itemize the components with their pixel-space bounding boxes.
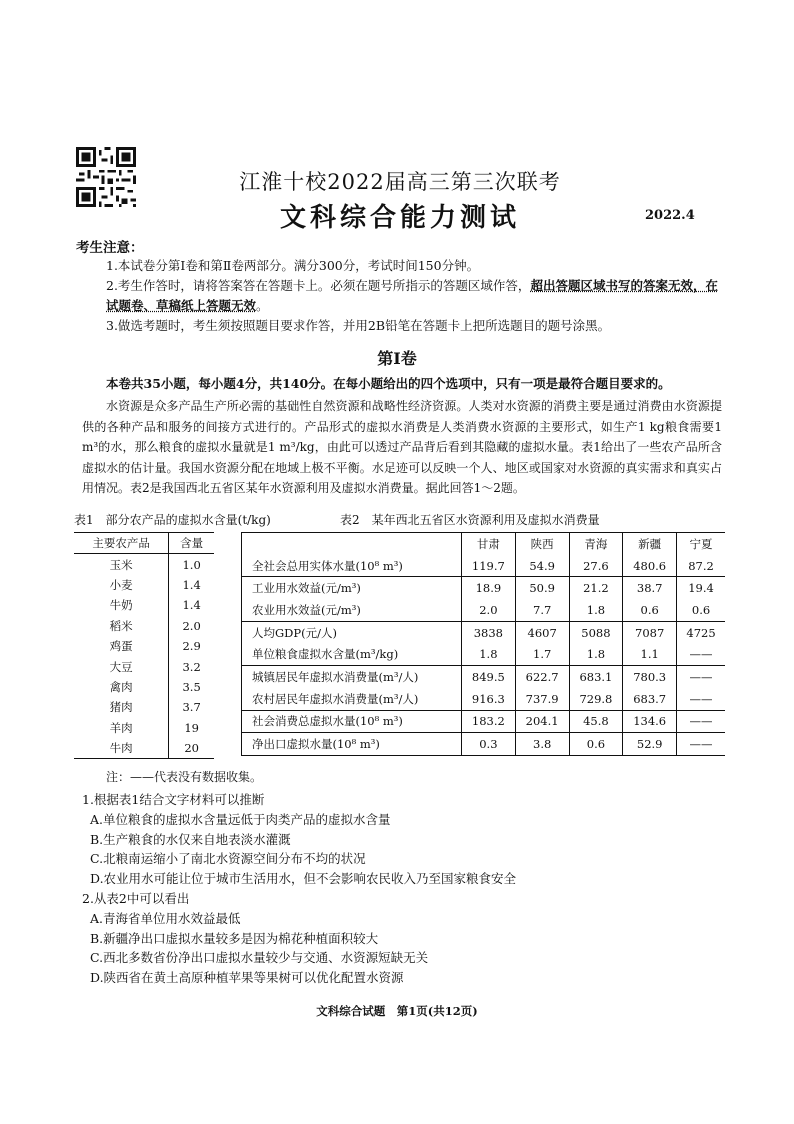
table-row — [74, 595, 214, 615]
table2-cell: 0.3 — [462, 733, 516, 756]
notice-heading: 考生注意： — [76, 240, 144, 256]
table1-cell: 玉米 — [74, 554, 169, 575]
table2-cell: 50.9 — [515, 577, 569, 599]
question-2 — [82, 889, 722, 988]
table2-cell: 4725 — [677, 621, 725, 643]
table2-cell: 3838 — [462, 621, 516, 643]
table1-cell: 1.4 — [182, 598, 201, 613]
table2-cell: 38.7 — [623, 577, 677, 599]
table-row — [74, 575, 214, 595]
table2-cell: 683.7 — [623, 688, 677, 710]
table1-cell: 鸡蛋 — [74, 636, 169, 656]
table2-cell: 480.6 — [623, 555, 677, 577]
table2-cell: 204.1 — [515, 710, 569, 733]
table2-row-label: 工业用水效益(元/m³) — [242, 577, 462, 599]
table2-cell: 729.8 — [569, 688, 623, 710]
table1-header-product: 主要农产品 — [74, 533, 169, 554]
table1-cell: 2.9 — [182, 639, 201, 654]
table2-cell: 18.9 — [462, 577, 516, 599]
table2-cell: 45.8 — [569, 710, 623, 733]
table-row — [74, 616, 214, 636]
table2-cell: —— — [677, 688, 725, 710]
qr-code-icon — [76, 147, 136, 207]
table-row — [242, 733, 726, 756]
volume-heading: 第Ⅰ卷 — [377, 349, 417, 368]
table2-header-qinghai: 青海 — [569, 533, 623, 555]
table2-row-label: 单位粮食虚拟水含量(m³/kg) — [242, 643, 462, 665]
table1-cell: 3.2 — [182, 659, 201, 674]
table2-cell: 27.6 — [569, 555, 623, 577]
table2-cell: 119.7 — [462, 555, 516, 577]
notice-item-2 — [106, 276, 726, 316]
table2-cell: 1.8 — [569, 643, 623, 665]
table-row — [74, 718, 214, 738]
table2-row-label: 社会消费总虚拟水量(10⁸ m³) — [242, 710, 462, 733]
table2-cell: 183.2 — [462, 710, 516, 733]
table-row — [242, 710, 726, 733]
table-row — [242, 688, 726, 710]
table2-cell: 5088 — [569, 621, 623, 643]
table2-cell: 21.2 — [569, 577, 623, 599]
table2-cell: 0.6 — [623, 599, 677, 621]
option-b: B.新疆净出口虚拟水量较多是因为棉花种植面积较大 — [90, 930, 379, 946]
table2-header-shaanxi: 陕西 — [515, 533, 569, 555]
table1-cell: 3.5 — [182, 679, 201, 694]
table2-row-label: 净出口虚拟水量(10⁸ m³) — [242, 733, 462, 756]
option-a: A.单位粮食的虚拟水含量远低于肉类产品的虚拟水含量 — [90, 811, 391, 827]
table2 — [241, 532, 725, 756]
table2-cell: 0.6 — [677, 599, 725, 621]
option-b: B.生产粮食的水仅来自地表淡水灌溉 — [90, 831, 291, 847]
notice-item-2-emphasis: 超出答题区域书写的答案无效，在试题卷、草稿纸上答题无效 — [106, 278, 718, 313]
table-row — [242, 555, 726, 577]
notice-item-3: 3.做选考题时，考生须按照题目要求作答，并用2B铅笔在答题卡上把所选题目的题号涂黑。 — [106, 318, 611, 333]
table-row — [242, 643, 726, 665]
table1-cell: 大豆 — [74, 656, 169, 676]
table1-cell: 3.7 — [182, 700, 201, 715]
table2-cell: 622.7 — [515, 666, 569, 688]
table1-cell: 19 — [184, 720, 199, 735]
table1-cell: 1.4 — [182, 577, 201, 592]
table2-cell: —— — [677, 710, 725, 733]
table-row — [242, 599, 726, 621]
question-stem: 2.从表2中可以看出 — [82, 891, 190, 906]
table-row — [74, 677, 214, 697]
question-stem: 1.根据表1结合文字材料可以推断 — [82, 792, 265, 807]
table1-cell: 猪肉 — [74, 697, 169, 717]
option-d: D.农业用水可能让位于城市生活用水，但不会影响农民收入乃至国家粮食安全 — [90, 871, 517, 887]
table1-header-amount: 含量 — [169, 533, 214, 554]
option-d: D.陕西省在黄土高原种植苹果等果树可以优化配置水资源 — [90, 970, 404, 986]
exam-date: 2022.4 — [645, 208, 695, 223]
table-row — [74, 636, 214, 656]
table2-cell: 849.5 — [462, 666, 516, 688]
table2-cell: 4607 — [515, 621, 569, 643]
table2-cell: 780.3 — [623, 666, 677, 688]
table2-header-gansu: 甘肃 — [462, 533, 516, 555]
table2-cell: 87.2 — [677, 555, 725, 577]
table2-cell: 737.9 — [515, 688, 569, 710]
table1-cell: 禽肉 — [74, 677, 169, 697]
table1-cell: 1.0 — [182, 557, 201, 572]
question-1 — [82, 790, 722, 889]
table2-note: 注：——代表没有数据收集。 — [106, 770, 263, 784]
notice-item-2-end: 。 — [256, 298, 269, 313]
table1-cell: 羊肉 — [74, 718, 169, 738]
page-footer: 文科综合试题 第1页(共12页) — [316, 1004, 478, 1018]
table2-header-blank — [242, 533, 462, 555]
table-row — [74, 554, 214, 575]
table2-cell: 3.8 — [515, 733, 569, 756]
table2-cell: 54.9 — [515, 555, 569, 577]
table2-row-label: 全社会总用实体水量(10⁸ m³) — [242, 555, 462, 577]
table1-cell: 牛肉 — [74, 738, 169, 759]
table2-cell: 134.6 — [623, 710, 677, 733]
notice-item-1: 1.本试卷分第Ⅰ卷和第Ⅱ卷两部分。满分300分，考试时间150分钟。 — [106, 258, 480, 273]
exam-title: 文科综合能力测试 — [279, 203, 520, 233]
exam-subtitle: 江淮十校2022届高三第三次联考 — [239, 170, 561, 194]
option-c: C.西北多数省份净出口虚拟水量较少与交通、水资源短缺无关 — [90, 950, 429, 966]
table2-caption: 表2 某年西北五省区水资源利用及虚拟水消费量 — [340, 513, 600, 527]
table2-cell: 2.0 — [462, 599, 516, 621]
table1-cell: 稻米 — [74, 616, 169, 636]
table-row — [74, 697, 214, 717]
reading-passage: 水资源是众多产品生产所必需的基础性自然资源和战略性经济资源。人类对水资源的消费主要是通过消费由水资源提供的各种产品和服务的间接方式进行的。产品形式的虚拟水消费是人类消费水资源的主要形式，如生产1 kg粮食需要1 m³的水，那么粮食的虚拟水量就是1 m³/kg，由此可以透过产品背后看到其隐藏的虚拟水量。表1给出了一些农产品所含虚拟水的估计量。我国水资源分配在地域上极不平衡。水足迹可以反映一个人、地区或国家对水资源的真实需求和真实占用情况。表2是我国西北五省区某年水资源利用及虚拟水消费量。据此回答1～2题。 — [82, 399, 722, 496]
table-row — [242, 621, 726, 643]
table2-header-ningxia: 宁夏 — [677, 533, 725, 555]
table2-row-label: 人均GDP(元/人) — [242, 621, 462, 643]
table2-cell: 52.9 — [623, 733, 677, 756]
table1-cell: 牛奶 — [74, 595, 169, 615]
section-instructions: 本卷共35小题，每小题4分，共140分。在每小题给出的四个选项中，只有一项是最符合题目要求的。 — [106, 376, 671, 391]
table2-cell: —— — [677, 666, 725, 688]
table2-cell: 7087 — [623, 621, 677, 643]
table1 — [74, 532, 214, 759]
table2-header-xinjiang: 新疆 — [623, 533, 677, 555]
table2-cell: 916.3 — [462, 688, 516, 710]
table2-cell: 1.8 — [462, 643, 516, 665]
table-row — [74, 656, 214, 676]
table2-cell: —— — [677, 733, 725, 756]
table2-row-label: 农村居民年虚拟水消费量(m³/人) — [242, 688, 462, 710]
table2-cell: 0.6 — [569, 733, 623, 756]
table2-cell: 683.1 — [569, 666, 623, 688]
table2-cell: 1.1 — [623, 643, 677, 665]
table-row — [74, 738, 214, 759]
table1-cell: 20 — [169, 738, 214, 759]
table2-cell: 19.4 — [677, 577, 725, 599]
table1-caption: 表1 部分农产品的虚拟水含量(t/kg) — [74, 513, 271, 527]
option-c: C.北粮南运缩小了南北水资源空间分布不均的状况 — [90, 851, 366, 867]
table1-cell: 2.0 — [182, 618, 201, 633]
table-row — [242, 577, 726, 599]
table2-cell: 7.7 — [515, 599, 569, 621]
table2-row-label: 农业用水效益(元/m³) — [242, 599, 462, 621]
table2-row-label: 城镇居民年虚拟水消费量(m³/人) — [242, 666, 462, 688]
table2-cell: 1.7 — [515, 643, 569, 665]
table2-cell: 1.8 — [569, 599, 623, 621]
table2-cell: —— — [677, 643, 725, 665]
notice-item-2-text: 2.考生作答时，请将答案答在答题卡上。必须在题号所指示的答题区域作答， — [106, 278, 531, 293]
table1-cell: 小麦 — [74, 575, 169, 595]
option-a: A.青海省单位用水效益最低 — [90, 910, 241, 926]
table-row — [242, 666, 726, 688]
